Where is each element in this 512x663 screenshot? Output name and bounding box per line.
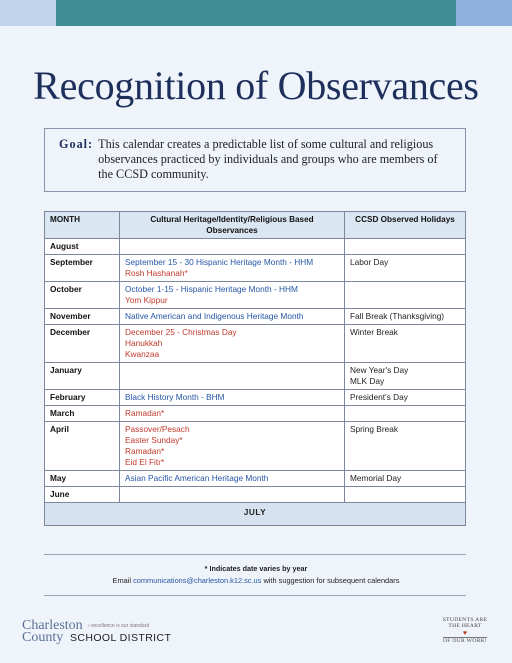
- observances-cell: [120, 390, 345, 406]
- holidays-cell: [345, 406, 466, 422]
- holiday-item: Labor Day: [350, 257, 389, 267]
- footnote-note: * Indicates date varies by year: [204, 564, 308, 573]
- observance-item: Yom Kippur: [125, 295, 168, 305]
- month-cell: June: [45, 487, 120, 503]
- observances-cell: [120, 255, 345, 282]
- logo-tagline: › excellence is our standard: [88, 623, 150, 629]
- month-cell: August: [45, 239, 120, 255]
- table-row: [45, 325, 466, 363]
- holidays-cell: [345, 239, 466, 255]
- badge-line2: THE HEART: [448, 623, 482, 629]
- top-banner: [0, 0, 512, 26]
- month-cell: March: [45, 406, 120, 422]
- banner-segment-left: [0, 0, 56, 26]
- observance-item: Asian Pacific American Heritage Month: [125, 473, 269, 483]
- holidays-cell: [345, 471, 466, 487]
- holiday-item: Winter Break: [350, 327, 398, 337]
- logo-line2b: SCHOOL DISTRICT: [70, 632, 172, 644]
- goal-box: [44, 128, 466, 192]
- holidays-cell: [345, 255, 466, 282]
- observance-item: Native American and Indigenous Heritage Month: [125, 311, 304, 321]
- holidays-cell: [345, 282, 466, 309]
- heart-badge: [435, 617, 495, 651]
- banner-segment-middle: [56, 0, 456, 26]
- observances-cell: [120, 325, 345, 363]
- holidays-cell: [345, 309, 466, 325]
- holidays-cell: [345, 363, 466, 390]
- holiday-item: Memorial Day: [350, 473, 402, 483]
- holidays-cell: [345, 422, 466, 471]
- observance-item: Eid El Fitr*: [125, 457, 165, 467]
- observances-cell: [120, 471, 345, 487]
- holiday-item: President's Day: [350, 392, 408, 402]
- observances-cell: [120, 363, 345, 390]
- holiday-item: New Year's Day: [350, 365, 409, 375]
- observances-cell: [120, 487, 345, 503]
- observance-item: Ramadan*: [125, 446, 165, 456]
- table-row: [45, 406, 466, 422]
- holidays-cell: [345, 325, 466, 363]
- month-cell: February: [45, 390, 120, 406]
- table-row: [45, 282, 466, 309]
- badge-line3: OF OUR WORK!: [442, 638, 488, 644]
- month-cell: September: [45, 255, 120, 282]
- goal-text: This calendar creates a predictable list of some cultural and religious observances practiced by individuals and groups who are members of the CCSD community.: [98, 137, 438, 181]
- month-cell: November: [45, 309, 120, 325]
- district-logo: [22, 618, 222, 648]
- july-cell: JULY: [45, 503, 466, 526]
- goal-label: Goal:: [59, 137, 94, 151]
- table-header-row: [45, 212, 466, 239]
- table-row: [45, 309, 466, 325]
- holiday-item: Spring Break: [350, 424, 398, 434]
- month-cell: April: [45, 422, 120, 471]
- divider: [44, 595, 466, 596]
- observances-cell: [120, 282, 345, 309]
- month-cell: May: [45, 471, 120, 487]
- page-title: Recognition of Observances: [33, 63, 479, 108]
- observance-item: Kwanzaa: [125, 349, 160, 359]
- footnote-email-line: [0, 576, 512, 585]
- table-row: [45, 390, 466, 406]
- observance-item: Ramadan*: [125, 408, 165, 418]
- month-cell: October: [45, 282, 120, 309]
- table-row: [45, 255, 466, 282]
- table-row: [45, 422, 466, 471]
- observances-table: [44, 211, 466, 526]
- email-link[interactable]: communications@charleston.k12.sc.us: [133, 576, 262, 585]
- holiday-item: MLK Day: [350, 376, 385, 386]
- observances-cell: [120, 309, 345, 325]
- holiday-item: Fall Break (Thanksgiving): [350, 311, 445, 321]
- badge-line1: STUDENTS ARE: [442, 617, 488, 623]
- observance-item: December 25 - Christmas Day: [125, 327, 237, 337]
- july-row: [45, 503, 466, 526]
- table-row: [45, 239, 466, 255]
- observances-cell: [120, 406, 345, 422]
- observance-item: Rosh Hashanah*: [125, 268, 188, 278]
- month-cell: January: [45, 363, 120, 390]
- observances-cell: [120, 422, 345, 471]
- logo-line1: Charleston: [22, 618, 83, 633]
- observance-item: October 1-15 - Hispanic Heritage Month - HHM: [125, 284, 298, 294]
- table-row: [45, 363, 466, 390]
- observance-item: Passover/Pesach: [125, 424, 190, 434]
- logo-line2a: County: [22, 630, 64, 645]
- email-prefix: Email: [112, 576, 132, 585]
- heart-icon: ♥: [462, 629, 468, 637]
- table-row: [45, 471, 466, 487]
- header-month: MONTH: [45, 212, 120, 239]
- observance-item: Easter Sunday*: [125, 435, 183, 445]
- holidays-cell: [345, 487, 466, 503]
- observances-cell: [120, 239, 345, 255]
- table-row: [45, 487, 466, 503]
- observance-item: September 15 - 30 Hispanic Heritage Month - HHM: [125, 257, 314, 267]
- observance-item: Black History Month - BHM: [125, 392, 225, 402]
- month-cell: December: [45, 325, 120, 363]
- email-suffix: with suggestion for subsequent calendars: [263, 576, 400, 585]
- header-observances: Cultural Heritage/Identity/Religious Based Observances: [120, 212, 345, 239]
- banner-segment-right: [456, 0, 512, 26]
- divider: [44, 554, 466, 555]
- header-holidays: CCSD Observed Holidays: [345, 212, 466, 239]
- observance-item: Hanukkah: [125, 338, 163, 348]
- holidays-cell: [345, 390, 466, 406]
